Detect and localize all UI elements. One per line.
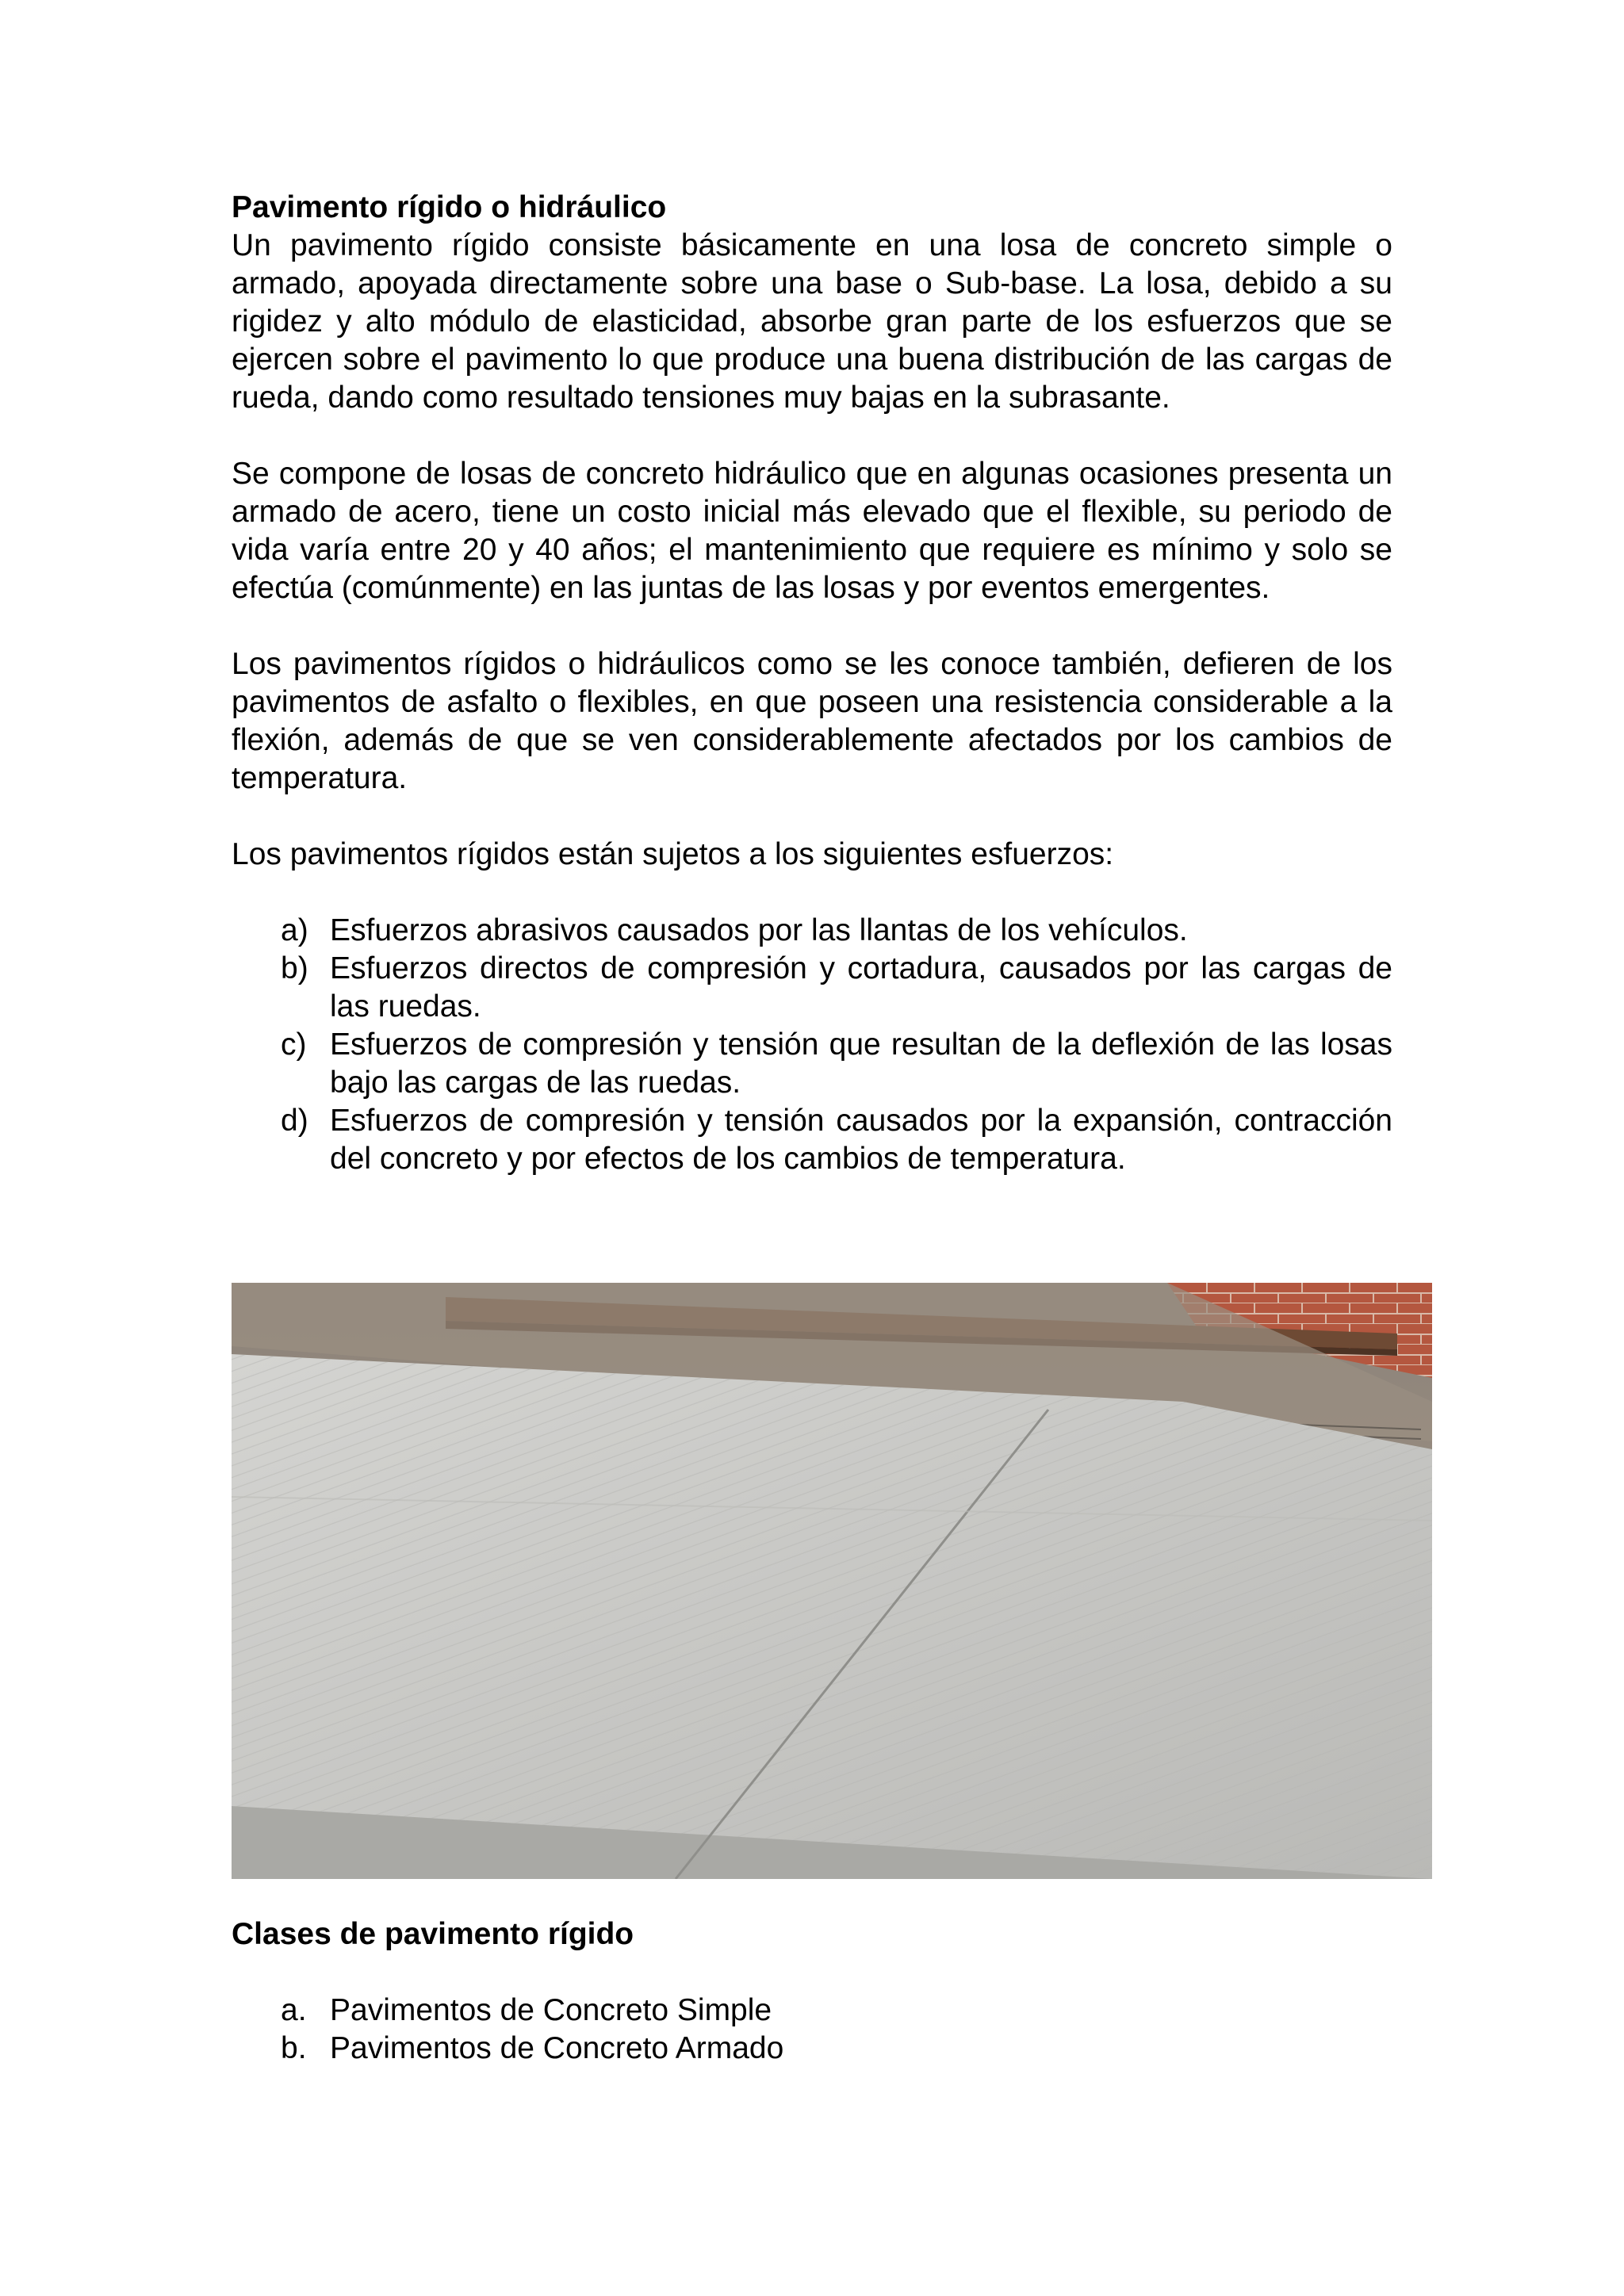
list-item-text: Esfuerzos directos de compresión y cortadura, causados por las cargas de las ruedas. <box>330 951 1392 1024</box>
efforts-list <box>232 912 1392 1178</box>
list-item-text: Esfuerzos abrasivos causados por las llantas de los vehículos. <box>330 913 1188 947</box>
list-item <box>232 912 1392 950</box>
list-marker: a. <box>281 1993 307 2027</box>
list-item-text: Pavimentos de Concreto Armado <box>330 2031 784 2065</box>
list-marker: a) <box>281 913 308 947</box>
list-marker: d) <box>281 1104 308 1138</box>
list-item <box>232 950 1392 1026</box>
section-heading-rigid-pavement: Pavimento rígido o hidráulico <box>232 190 667 224</box>
list-item <box>232 1992 1392 2030</box>
list-item-text: Esfuerzos de compresión y tensión que resultan de la deflexión de las losas bajo las cargas de las ruedas. <box>330 1027 1392 1100</box>
list-item <box>232 1102 1392 1178</box>
list-marker: b. <box>281 2031 307 2065</box>
list-item-text: Esfuerzos de compresión y tensión causados por la expansión, contracción del concreto y por efectos de los cambios de temperatura. <box>330 1104 1392 1176</box>
concrete-slab-photo <box>232 1283 1432 1879</box>
paragraph-definition: Un pavimento rígido consiste básicamente en una losa de concreto simple o armado, apoyada directamente sobre una base o Sub-base. La losa, debido a su rigidez y alto módulo de elasticidad, absorbe gran parte de los esfuerzos que se ejercen sobre el pavimento lo que produce una buena distribución de las cargas de rueda, dando como resultado tensiones muy bajas en la subrasante. <box>232 228 1392 415</box>
paragraph-composition: Se compone de losas de concreto hidráulico que en algunas ocasiones presenta un armado de acero, tiene un costo inicial más elevado que el flexible, su periodo de vida varía entre 20 y 40 años; el mantenimiento que requiere es mínimo y solo se efectúa (comúnmente) en las juntas de las losas y por eventos emergentes. <box>232 457 1392 605</box>
paragraph-differences: Los pavimentos rígidos o hidráulicos como se les conoce también, defieren de los pavimentos de asfalto o flexibles, en que poseen una resistencia considerable a la flexión, además de que se ven considerablemente afectados por los cambios de temperatura. <box>232 647 1392 795</box>
list-marker: c) <box>281 1027 307 1062</box>
list-item <box>232 2030 1392 2068</box>
list-marker: b) <box>281 951 308 985</box>
list-item <box>232 1026 1392 1102</box>
list-item-text: Pavimentos de Concreto Simple <box>330 1993 772 2027</box>
document-body <box>232 189 1392 1178</box>
section-heading-classes: Clases de pavimento rígido <box>232 1917 634 1951</box>
paragraph-efforts-intro: Los pavimentos rígidos están sujetos a los siguientes esfuerzos: <box>232 837 1114 871</box>
rigid-pavement-classes-section <box>232 1915 1392 2068</box>
classes-list <box>232 1992 1392 2068</box>
